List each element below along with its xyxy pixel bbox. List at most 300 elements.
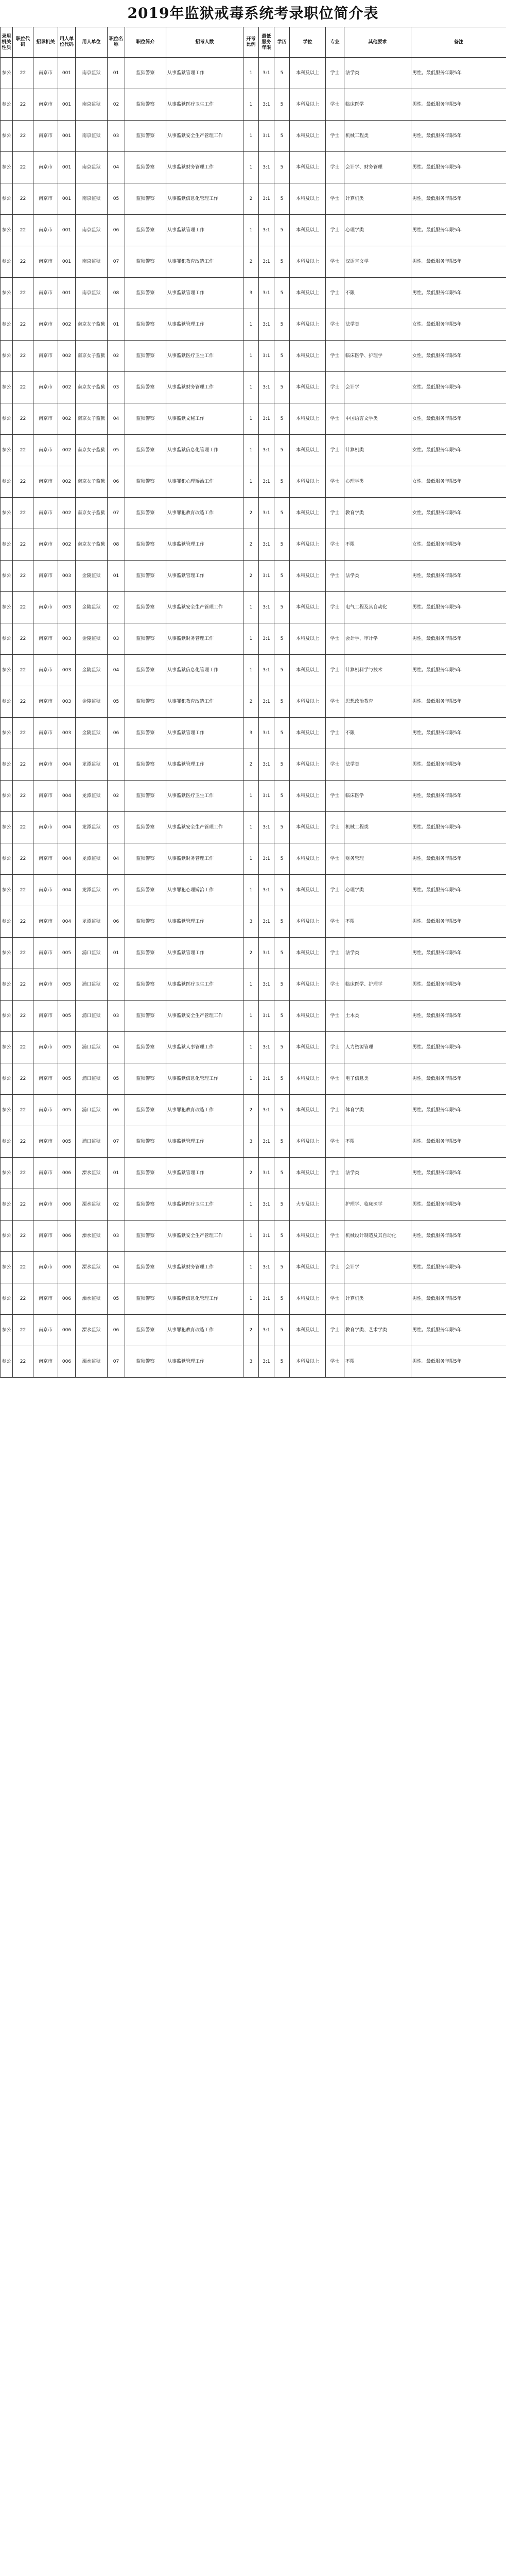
table-cell: 08 xyxy=(108,278,125,309)
table-cell: 005 xyxy=(58,1001,76,1032)
table-cell: 监狱警察 xyxy=(125,372,166,403)
table-cell: 溧水监狱 xyxy=(76,1346,108,1378)
table-row xyxy=(1,1063,506,1095)
table-row xyxy=(1,1126,506,1158)
table-cell: 06 xyxy=(108,215,125,246)
table-cell: 5 xyxy=(274,1158,290,1189)
table-cell: 监狱警察 xyxy=(125,1001,166,1032)
table-cell: 3:1 xyxy=(259,1221,274,1252)
table-cell: 南京市 xyxy=(33,435,58,466)
table-cell: 22 xyxy=(13,749,33,781)
table-cell: 男性。最低服务年限5年 xyxy=(411,1189,506,1221)
table-cell: 金陵监狱 xyxy=(76,623,108,655)
table-cell: 1 xyxy=(243,875,259,906)
table-cell: 002 xyxy=(58,372,76,403)
table-cell: 22 xyxy=(13,152,33,183)
table-cell: 男性。最低服务年限5年 xyxy=(411,121,506,152)
table-row xyxy=(1,875,506,906)
table-row xyxy=(1,215,506,246)
table-cell: 05 xyxy=(108,875,125,906)
table-cell: 南京女子监狱 xyxy=(76,529,108,561)
table-cell: 监狱警察 xyxy=(125,812,166,843)
table-cell: 22 xyxy=(13,498,33,529)
table-cell: 001 xyxy=(58,183,76,215)
table-cell: 南京市 xyxy=(33,341,58,372)
table-cell: 从事罪犯教育改造工作 xyxy=(166,246,243,278)
table-row xyxy=(1,372,506,403)
table-cell: 从事罪犯心理矫治工作 xyxy=(166,466,243,498)
table-cell: 参公 xyxy=(1,309,13,341)
table-cell: 机械工程类 xyxy=(344,121,411,152)
table-row xyxy=(1,938,506,969)
table-row xyxy=(1,592,506,623)
table-cell: 从事监狱管理工作 xyxy=(166,1126,243,1158)
table-cell: 3:1 xyxy=(259,1095,274,1126)
header-cell: 学历 xyxy=(274,27,290,58)
table-cell: 006 xyxy=(58,1158,76,1189)
table-cell: 南京市 xyxy=(33,89,58,121)
table-cell: 电子信息类 xyxy=(344,1063,411,1095)
table-cell: 3:1 xyxy=(259,1063,274,1095)
table-cell: 从事监狱管理工作 xyxy=(166,906,243,938)
table-cell: 从事监狱管理工作 xyxy=(166,58,243,89)
table-cell: 1 xyxy=(243,623,259,655)
table-cell: 从事罪犯教育改造工作 xyxy=(166,498,243,529)
table-cell: 3:1 xyxy=(259,435,274,466)
table-cell: 22 xyxy=(13,183,33,215)
table-cell: 3:1 xyxy=(259,1126,274,1158)
table-cell: 1 xyxy=(243,781,259,812)
table-cell: 南京监狱 xyxy=(76,246,108,278)
positions-table xyxy=(0,27,506,1378)
table-cell: 3:1 xyxy=(259,215,274,246)
table-cell: 05 xyxy=(108,1283,125,1315)
table-cell: 参公 xyxy=(1,1001,13,1032)
table-cell: 2 xyxy=(243,183,259,215)
table-cell: 002 xyxy=(58,403,76,435)
table-cell: 3:1 xyxy=(259,1252,274,1283)
table-cell: 本科及以上 xyxy=(290,152,326,183)
table-row xyxy=(1,183,506,215)
table-cell: 004 xyxy=(58,781,76,812)
table-cell: 3:1 xyxy=(259,969,274,1001)
table-cell: 22 xyxy=(13,843,33,875)
table-cell: 学士 xyxy=(326,592,344,623)
table-cell: 本科及以上 xyxy=(290,1346,326,1378)
table-cell: 3:1 xyxy=(259,655,274,686)
table-cell: 参公 xyxy=(1,686,13,718)
table-row xyxy=(1,1095,506,1126)
table-cell: 22 xyxy=(13,623,33,655)
table-cell: 5 xyxy=(274,749,290,781)
table-cell: 5 xyxy=(274,435,290,466)
table-cell: 监狱警察 xyxy=(125,686,166,718)
table-cell: 计算机类 xyxy=(344,435,411,466)
header-cell: 职位代码 xyxy=(13,27,33,58)
table-cell: 1 xyxy=(243,1063,259,1095)
table-row xyxy=(1,1315,506,1346)
table-cell: 监狱警察 xyxy=(125,215,166,246)
table-cell: 监狱警察 xyxy=(125,1315,166,1346)
table-cell: 会计学、财务管理 xyxy=(344,152,411,183)
table-cell: 监狱警察 xyxy=(125,592,166,623)
header-cell: 职位简介 xyxy=(125,27,166,58)
table-cell: 监狱警察 xyxy=(125,183,166,215)
table-cell: 1 xyxy=(243,969,259,1001)
table-cell: 参公 xyxy=(1,906,13,938)
table-cell: 男性。最低服务年限5年 xyxy=(411,1252,506,1283)
table-cell: 001 xyxy=(58,152,76,183)
table-cell: 参公 xyxy=(1,435,13,466)
table-cell: 3:1 xyxy=(259,89,274,121)
table-cell: 本科及以上 xyxy=(290,341,326,372)
table-cell: 参公 xyxy=(1,278,13,309)
table-cell: 参公 xyxy=(1,466,13,498)
table-cell: 男性。最低服务年限5年 xyxy=(411,1095,506,1126)
table-cell: 04 xyxy=(108,655,125,686)
table-cell: 不限 xyxy=(344,1346,411,1378)
table-cell: 学士 xyxy=(326,749,344,781)
table-cell: 5 xyxy=(274,372,290,403)
table-cell: 从事监狱管理工作 xyxy=(166,561,243,592)
table-cell: 2 xyxy=(243,561,259,592)
table-cell: 机械设计制造及其自动化 xyxy=(344,1221,411,1252)
table-cell: 22 xyxy=(13,403,33,435)
table-cell: 学士 xyxy=(326,529,344,561)
table-cell: 南京市 xyxy=(33,215,58,246)
table-cell: 学士 xyxy=(326,309,344,341)
table-cell: 3:1 xyxy=(259,843,274,875)
table-cell: 南京市 xyxy=(33,1252,58,1283)
table-cell: 金陵监狱 xyxy=(76,655,108,686)
table-cell: 南京市 xyxy=(33,466,58,498)
table-cell: 男性。最低服务年限5年 xyxy=(411,58,506,89)
table-cell: 从事监狱安全生产管理工作 xyxy=(166,592,243,623)
table-row xyxy=(1,623,506,655)
table-cell: 从事罪犯心理矫治工作 xyxy=(166,875,243,906)
table-cell: 财务管理 xyxy=(344,843,411,875)
table-cell: 5 xyxy=(274,529,290,561)
table-cell: 01 xyxy=(108,1158,125,1189)
table-cell: 参公 xyxy=(1,1158,13,1189)
table-cell: 001 xyxy=(58,215,76,246)
table-cell: 从事监狱财务管理工作 xyxy=(166,623,243,655)
table-cell: 男性。最低服务年限5年 xyxy=(411,152,506,183)
table-cell: 1 xyxy=(243,121,259,152)
table-cell: 参公 xyxy=(1,938,13,969)
table-cell: 学士 xyxy=(326,906,344,938)
table-cell: 22 xyxy=(13,812,33,843)
table-cell: 005 xyxy=(58,1032,76,1063)
table-cell: 22 xyxy=(13,686,33,718)
table-cell: 2 xyxy=(243,1315,259,1346)
table-cell: 5 xyxy=(274,58,290,89)
table-cell: 监狱警察 xyxy=(125,466,166,498)
table-cell: 学士 xyxy=(326,58,344,89)
table-cell: 大专及以上 xyxy=(290,1189,326,1221)
table-cell: 006 xyxy=(58,1346,76,1378)
table-cell: 03 xyxy=(108,623,125,655)
table-cell: 心理学类 xyxy=(344,215,411,246)
table-cell: 005 xyxy=(58,1126,76,1158)
table-row xyxy=(1,1189,506,1221)
table-cell: 不限 xyxy=(344,529,411,561)
table-cell: 05 xyxy=(108,435,125,466)
table-cell: 3:1 xyxy=(259,875,274,906)
table-cell: 南京女子监狱 xyxy=(76,403,108,435)
table-cell: 学士 xyxy=(326,215,344,246)
table-cell: 22 xyxy=(13,309,33,341)
table-cell: 学士 xyxy=(326,466,344,498)
table-cell: 监狱警察 xyxy=(125,435,166,466)
table-cell: 龙潭监狱 xyxy=(76,781,108,812)
table-cell: 男性。最低服务年限5年 xyxy=(411,1001,506,1032)
table-cell: 本科及以上 xyxy=(290,1126,326,1158)
table-cell: 南京市 xyxy=(33,655,58,686)
table-row xyxy=(1,655,506,686)
table-cell: 005 xyxy=(58,1095,76,1126)
table-cell: 本科及以上 xyxy=(290,781,326,812)
table-cell: 2 xyxy=(243,498,259,529)
table-cell: 5 xyxy=(274,906,290,938)
table-cell: 004 xyxy=(58,812,76,843)
table-cell: 南京市 xyxy=(33,1189,58,1221)
table-cell: 参公 xyxy=(1,1032,13,1063)
table-cell: 本科及以上 xyxy=(290,749,326,781)
table-row xyxy=(1,781,506,812)
table-cell: 本科及以上 xyxy=(290,372,326,403)
table-cell: 002 xyxy=(58,341,76,372)
table-cell: 5 xyxy=(274,623,290,655)
table-cell: 05 xyxy=(108,686,125,718)
table-cell: 1 xyxy=(243,403,259,435)
table-cell: 1 xyxy=(243,1001,259,1032)
table-cell: 学士 xyxy=(326,278,344,309)
table-cell: 龙潭监狱 xyxy=(76,906,108,938)
table-cell: 南京市 xyxy=(33,1032,58,1063)
table-cell: 5 xyxy=(274,875,290,906)
table-cell: 学士 xyxy=(326,498,344,529)
table-cell: 学士 xyxy=(326,341,344,372)
table-cell: 5 xyxy=(274,1001,290,1032)
table-cell: 男性。最低服务年限5年 xyxy=(411,906,506,938)
table-cell: 监狱警察 xyxy=(125,89,166,121)
table-cell: 1 xyxy=(243,215,259,246)
table-cell: 南京市 xyxy=(33,718,58,749)
table-cell: 心理学类 xyxy=(344,875,411,906)
table-cell: 001 xyxy=(58,58,76,89)
table-cell: 001 xyxy=(58,89,76,121)
table-cell: 3:1 xyxy=(259,246,274,278)
table-cell: 南京监狱 xyxy=(76,121,108,152)
table-cell: 22 xyxy=(13,1032,33,1063)
table-cell: 南京市 xyxy=(33,183,58,215)
table-cell: 南京市 xyxy=(33,843,58,875)
table-cell: 04 xyxy=(108,1252,125,1283)
table-cell: 5 xyxy=(274,561,290,592)
table-cell: 会计学、审计学 xyxy=(344,623,411,655)
table-cell: 04 xyxy=(108,1032,125,1063)
table-cell: 006 xyxy=(58,1283,76,1315)
table-cell: 从事监狱管理工作 xyxy=(166,529,243,561)
table-row xyxy=(1,906,506,938)
table-cell: 本科及以上 xyxy=(290,183,326,215)
table-row xyxy=(1,1283,506,1315)
header-cell: 其他要求 xyxy=(344,27,411,58)
table-row xyxy=(1,278,506,309)
table-row xyxy=(1,435,506,466)
table-cell: 会计学 xyxy=(344,372,411,403)
table-cell: 1 xyxy=(243,341,259,372)
table-cell: 参公 xyxy=(1,1221,13,1252)
table-cell: 从事监狱医疗卫生工作 xyxy=(166,1189,243,1221)
table-cell: 南京市 xyxy=(33,812,58,843)
table-cell: 06 xyxy=(108,466,125,498)
table-cell: 南京市 xyxy=(33,1126,58,1158)
table-row xyxy=(1,1032,506,1063)
table-cell: 002 xyxy=(58,498,76,529)
header-cell: 录用机关性质 xyxy=(1,27,13,58)
table-cell: 本科及以上 xyxy=(290,875,326,906)
table-cell: 006 xyxy=(58,1315,76,1346)
table-cell: 06 xyxy=(108,718,125,749)
table-row xyxy=(1,969,506,1001)
table-cell: 5 xyxy=(274,1346,290,1378)
table-cell: 本科及以上 xyxy=(290,1252,326,1283)
table-cell: 参公 xyxy=(1,121,13,152)
table-cell: 学士 xyxy=(326,781,344,812)
table-cell: 3:1 xyxy=(259,686,274,718)
table-cell: 思想政治教育 xyxy=(344,686,411,718)
table-cell: 本科及以上 xyxy=(290,1032,326,1063)
table-cell: 04 xyxy=(108,403,125,435)
table-cell: 22 xyxy=(13,121,33,152)
table-row xyxy=(1,309,506,341)
table-cell: 南京女子监狱 xyxy=(76,466,108,498)
table-cell: 本科及以上 xyxy=(290,1315,326,1346)
table-cell: 学士 xyxy=(326,183,344,215)
table-cell: 本科及以上 xyxy=(290,938,326,969)
table-cell: 1 xyxy=(243,309,259,341)
table-cell: 本科及以上 xyxy=(290,812,326,843)
table-cell: 女性。最低服务年限5年 xyxy=(411,498,506,529)
table-cell: 男性。最低服务年限5年 xyxy=(411,749,506,781)
table-row xyxy=(1,121,506,152)
table-cell: 监狱警察 xyxy=(125,749,166,781)
table-cell: 法学类 xyxy=(344,938,411,969)
table-cell: 从事监狱信息化管理工作 xyxy=(166,1063,243,1095)
table-cell: 女性。最低服务年限5年 xyxy=(411,372,506,403)
table-cell: 22 xyxy=(13,781,33,812)
table-cell: 005 xyxy=(58,1063,76,1095)
table-cell: 学士 xyxy=(326,246,344,278)
table-cell: 浦口监狱 xyxy=(76,1095,108,1126)
table-cell: 从事监狱安全生产管理工作 xyxy=(166,121,243,152)
table-cell: 2 xyxy=(243,686,259,718)
table-cell: 22 xyxy=(13,372,33,403)
table-cell: 22 xyxy=(13,1189,33,1221)
table-cell: 1 xyxy=(243,1189,259,1221)
table-cell: 3:1 xyxy=(259,781,274,812)
table-cell: 男性。最低服务年限5年 xyxy=(411,812,506,843)
table-row xyxy=(1,1221,506,1252)
table-cell: 监狱警察 xyxy=(125,1283,166,1315)
table-cell: 从事监狱安全生产管理工作 xyxy=(166,812,243,843)
table-cell: 从事监狱医疗卫生工作 xyxy=(166,341,243,372)
table-cell: 3:1 xyxy=(259,1032,274,1063)
table-cell: 003 xyxy=(58,718,76,749)
table-cell: 1 xyxy=(243,655,259,686)
table-cell: 22 xyxy=(13,1283,33,1315)
table-cell: 从事监狱人事管理工作 xyxy=(166,1032,243,1063)
header-cell: 专业 xyxy=(326,27,344,58)
table-cell: 3 xyxy=(243,906,259,938)
table-cell: 南京市 xyxy=(33,1001,58,1032)
table-cell: 从事监狱医疗卫生工作 xyxy=(166,89,243,121)
table-cell: 3:1 xyxy=(259,152,274,183)
table-cell: 不限 xyxy=(344,906,411,938)
table-cell: 男性。最低服务年限5年 xyxy=(411,875,506,906)
header-row xyxy=(1,27,506,58)
table-cell: 监狱警察 xyxy=(125,718,166,749)
table-cell: 南京市 xyxy=(33,875,58,906)
table-cell: 03 xyxy=(108,1001,125,1032)
table-row xyxy=(1,152,506,183)
header-cell: 招考人数 xyxy=(166,27,243,58)
table-cell: 006 xyxy=(58,1252,76,1283)
header-cell: 用人单位代码 xyxy=(58,27,76,58)
table-cell: 从事监狱管理工作 xyxy=(166,215,243,246)
table-cell: 22 xyxy=(13,435,33,466)
table-cell: 监狱警察 xyxy=(125,152,166,183)
table-cell: 本科及以上 xyxy=(290,969,326,1001)
table-cell: 参公 xyxy=(1,58,13,89)
table-cell: 男性。最低服务年限5年 xyxy=(411,781,506,812)
table-cell: 南京女子监狱 xyxy=(76,435,108,466)
table-cell: 学士 xyxy=(326,1252,344,1283)
table-cell: 南京市 xyxy=(33,686,58,718)
table-cell: 006 xyxy=(58,1221,76,1252)
header-cell: 招录机关 xyxy=(33,27,58,58)
table-cell: 南京市 xyxy=(33,1315,58,1346)
table-cell: 3:1 xyxy=(259,403,274,435)
table-cell: 03 xyxy=(108,1221,125,1252)
table-cell: 01 xyxy=(108,938,125,969)
table-cell: 03 xyxy=(108,121,125,152)
table-cell: 法学类 xyxy=(344,309,411,341)
table-cell: 3:1 xyxy=(259,58,274,89)
table-cell: 南京监狱 xyxy=(76,215,108,246)
table-cell: 22 xyxy=(13,1158,33,1189)
header-cell: 用人单位 xyxy=(76,27,108,58)
table-cell: 5 xyxy=(274,152,290,183)
table-cell: 金陵监狱 xyxy=(76,592,108,623)
table-cell: 22 xyxy=(13,1095,33,1126)
table-cell: 龙潭监狱 xyxy=(76,843,108,875)
table-cell: 监狱警察 xyxy=(125,498,166,529)
table-cell: 5 xyxy=(274,1032,290,1063)
table-cell: 南京市 xyxy=(33,529,58,561)
table-cell: 学士 xyxy=(326,561,344,592)
table-cell: 男性。最低服务年限5年 xyxy=(411,246,506,278)
table-cell: 5 xyxy=(274,1315,290,1346)
table-cell: 参公 xyxy=(1,592,13,623)
table-cell: 006 xyxy=(58,1189,76,1221)
table-cell: 08 xyxy=(108,529,125,561)
table-cell: 从事监狱财务管理工作 xyxy=(166,372,243,403)
table-cell: 男性。最低服务年限5年 xyxy=(411,1063,506,1095)
table-cell: 3:1 xyxy=(259,592,274,623)
